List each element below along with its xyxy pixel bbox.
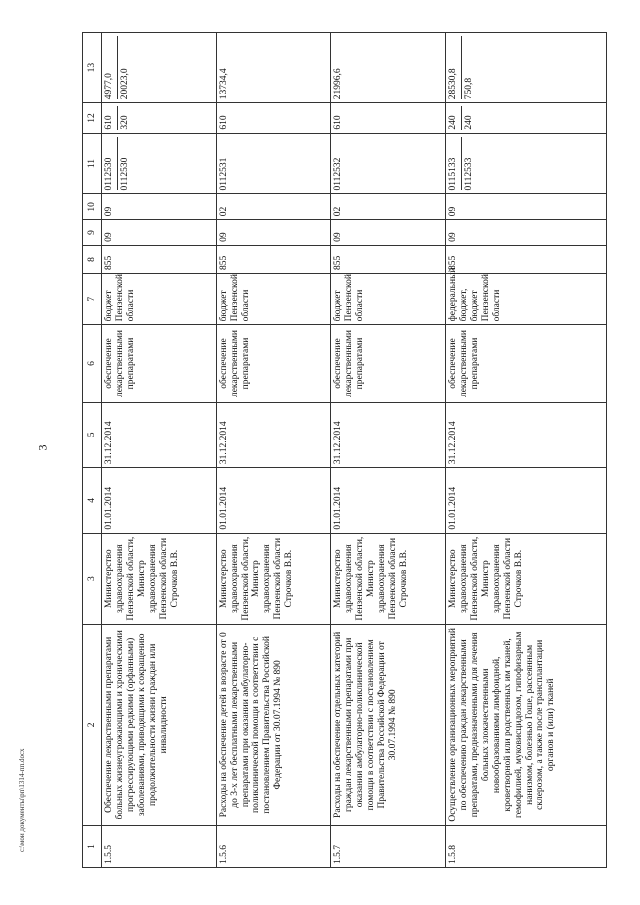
- grbs-code: 855: [216, 245, 331, 273]
- col-header: 13: [83, 33, 102, 103]
- start-date: 01.01.2014: [102, 468, 217, 533]
- executor: Министерство здравоохранения Пензенской области, Министр здравоохранения Пензенской области Строчков В.В.: [102, 533, 217, 624]
- page-number: 3: [35, 444, 50, 451]
- program-table: [82, 32, 607, 868]
- col-header: 5: [83, 402, 102, 467]
- pr-code: 02: [331, 194, 446, 220]
- row-number: 1.5.5: [102, 825, 217, 867]
- vr-code: 320: [117, 106, 131, 129]
- end-date: 31.12.2014: [216, 402, 331, 467]
- vr-cell: [102, 103, 217, 133]
- sum-cell: [446, 33, 607, 103]
- funding-source: бюджет Пензенской области: [331, 273, 446, 324]
- csr-code: 0112531: [216, 133, 331, 194]
- vr-code: 240: [461, 106, 475, 129]
- expected-result: обеспечение лекарственными препаратами: [331, 325, 446, 402]
- pr-code: 09: [102, 194, 217, 220]
- expected-result: обеспечение лекарственными препаратами: [102, 325, 217, 402]
- sum-value: 4977,0: [104, 73, 114, 100]
- measure-name: Осуществление организационных мероприятий по обеспечению граждан лекарственными препаратами, предназначенными для лечения больных злокачественными новообразованиями лимфоидной, кроветворной или родственных им тканей, гемофилией, муковисцидозом, гипофизарным нанизмом, болезнью Гоше, рассеянным склерозом, а также после трансплантации органов и (или) тканей: [446, 624, 607, 825]
- vr-cell: [446, 103, 607, 133]
- pr-code: 02: [216, 194, 331, 220]
- rotated-table-wrapper: [82, 32, 607, 868]
- csr-code: 0112533: [461, 137, 475, 191]
- sum-cell: [102, 33, 217, 103]
- end-date: 31.12.2014: [446, 402, 607, 467]
- csr-code: 0112530: [104, 157, 114, 191]
- table-row: [216, 33, 331, 868]
- vr-code: 610: [216, 103, 331, 133]
- col-header: 10: [83, 194, 102, 220]
- row-number: 1.5.7: [331, 825, 446, 867]
- executor: Министерство здравоохранения Пензенской области, Министр здравоохранения Пензенской области Строчков В.В.: [446, 533, 607, 624]
- measure-name: Расходы на обеспечение детей в возрасте от 0 до 3-х лет бесплатными лекарственными препаратами при оказании амбулаторно-поликлинической помощи в соответствии с постановлением Правительства Российской Федерации от 30.07.1994 № 890: [216, 624, 331, 825]
- funding-source: бюджет Пензенской области: [102, 273, 217, 324]
- col-header: 8: [83, 245, 102, 273]
- expected-result: обеспечение лекарственными препаратами: [216, 325, 331, 402]
- sum-value: 21996,6: [331, 33, 446, 103]
- csr-code: 0115133: [448, 157, 459, 191]
- sum-value: 28530,8: [448, 68, 459, 100]
- col-header: 9: [83, 220, 102, 246]
- csr-cell: [102, 133, 217, 194]
- measure-name: Обеспечение лекарственными препаратами больных жизнеугрожающими и хроническими прогрессирующими редкими (орфанными) заболеваниями, приводящими к сокращению продолжительности жизни граждан или инвалидности: [102, 624, 217, 825]
- executor: Министерство здравоохранения Пензенской области, Министр здравоохранения Пензенской области Строчков В.В.: [216, 533, 331, 624]
- rz-code: 09: [331, 220, 446, 246]
- csr-code: 0112530: [117, 137, 131, 191]
- vr-code: 240: [448, 115, 459, 130]
- pr-code: 09: [446, 194, 607, 220]
- col-header: 1: [83, 825, 102, 867]
- start-date: 01.01.2014: [331, 468, 446, 533]
- table-row: [102, 33, 217, 868]
- vr-code: 610: [104, 115, 114, 130]
- rz-code: 09: [216, 220, 331, 246]
- funding-source: федеральный бюджет, бюджет Пензенской области: [446, 273, 607, 324]
- sum-value: 20023,0: [117, 36, 131, 99]
- rz-code: 09: [102, 220, 217, 246]
- csr-cell: [446, 133, 607, 194]
- start-date: 01.01.2014: [446, 468, 607, 533]
- col-header: 4: [83, 468, 102, 533]
- grbs-code: 855: [331, 245, 446, 273]
- col-header: 11: [83, 133, 102, 194]
- end-date: 31.12.2014: [102, 402, 217, 467]
- funding-source: бюджет Пензенской области: [216, 273, 331, 324]
- col-header: 6: [83, 325, 102, 402]
- start-date: 01.01.2014: [216, 468, 331, 533]
- col-header: 3: [83, 533, 102, 624]
- col-header: 2: [83, 624, 102, 825]
- executor: Министерство здравоохранения Пензенской области, Министр здравоохранения Пензенской области Строчков В.В.: [331, 533, 446, 624]
- grbs-code: 855: [102, 245, 217, 273]
- header-row: [83, 33, 102, 868]
- sum-value: 13734,4: [216, 33, 331, 103]
- file-path-footer: c:\мои документы\рп\1314-пп.docx: [18, 748, 26, 852]
- col-header: 7: [83, 273, 102, 324]
- row-number: 1.5.8: [446, 825, 607, 867]
- col-header: 12: [83, 103, 102, 133]
- expected-result: обеспечение лекарственными препаратами: [446, 325, 607, 402]
- sum-value: 750,8: [461, 36, 475, 99]
- rz-code: 09: [446, 220, 607, 246]
- measure-name: Расходы на обеспечение отдельных категорий граждан лекарственными препаратами при оказании амбулаторно-поликлинической помощи в соответствии с постановлением Правительства Российской Федерации от 30.07.1994 № 890: [331, 624, 446, 825]
- row-number: 1.5.6: [216, 825, 331, 867]
- grbs-code: 855: [446, 245, 607, 273]
- table-row: [446, 33, 607, 868]
- table-row: [331, 33, 446, 868]
- vr-code: 610: [331, 103, 446, 133]
- end-date: 31.12.2014: [331, 402, 446, 467]
- csr-code: 0112532: [331, 133, 446, 194]
